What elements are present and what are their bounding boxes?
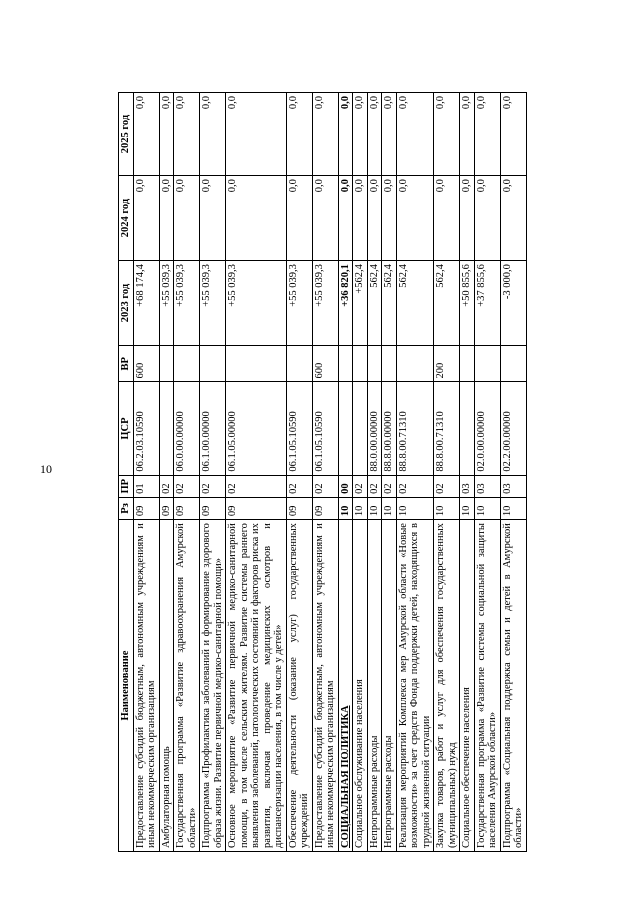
- table-row: [286, 93, 312, 852]
- table-row: [474, 93, 500, 852]
- table-cell-2025: 0,0: [226, 93, 287, 176]
- table-cell-vr: [226, 346, 287, 382]
- table-cell-csr: 88.8.00.00000: [382, 382, 397, 475]
- table-cell-2023: +55 039,3: [226, 261, 287, 346]
- table-cell-2025: 0,0: [159, 93, 174, 176]
- table-cell-pr: 02: [353, 475, 368, 497]
- table-cell-2025: 0,0: [133, 93, 159, 176]
- table-cell-pr: 02: [159, 475, 174, 497]
- table-cell-pr: 02: [226, 475, 287, 497]
- table-cell-2025: 0,0: [474, 93, 500, 176]
- table-cell-vr: [460, 346, 475, 382]
- table-cell-csr: 88.8.00.71310: [434, 382, 460, 475]
- table-cell-2024: 0,0: [382, 176, 397, 261]
- table-cell-2024: 0,0: [353, 176, 368, 261]
- table-cell-rz: 10: [353, 497, 368, 519]
- table-cell-2024: 0,0: [500, 176, 526, 261]
- table-row: [200, 93, 226, 852]
- table-cell-csr: [159, 382, 174, 475]
- table-cell-vr: [286, 346, 312, 382]
- table-cell-vr: [500, 346, 526, 382]
- table-cell-rz: 09: [174, 497, 200, 519]
- table-cell-2024: 0,0: [286, 176, 312, 261]
- table-row: [338, 93, 353, 852]
- table-cell-rz: 10: [434, 497, 460, 519]
- table-cell-rz: 10: [396, 497, 434, 519]
- table-cell-vr: [174, 346, 200, 382]
- table-cell-rz: 09: [312, 497, 338, 519]
- table-cell-2023: 562,4: [367, 261, 382, 346]
- table-cell-2023: +562,4: [353, 261, 368, 346]
- table-cell-vr: [159, 346, 174, 382]
- table-cell-pr: 02: [312, 475, 338, 497]
- table-cell-2024: 0,0: [133, 176, 159, 261]
- table-cell-vr: [200, 346, 226, 382]
- header-2024: 2024 год: [119, 176, 134, 261]
- table-cell-pr: 02: [200, 475, 226, 497]
- table-cell-rz: 10: [474, 497, 500, 519]
- table-cell-2023: 562,4: [434, 261, 460, 346]
- table-cell-rz: 09: [133, 497, 159, 519]
- table-cell-csr: 06.2.03.10590: [133, 382, 159, 475]
- table-cell-2023: +55 039,3: [174, 261, 200, 346]
- table-cell-2025: 0,0: [367, 93, 382, 176]
- table-cell-2024: 0,0: [474, 176, 500, 261]
- table-cell-vr: [382, 346, 397, 382]
- table-row: [460, 93, 475, 852]
- table-cell-name: Государственная программа «Развитие здравоохранения Амурской области»: [174, 520, 200, 852]
- table-cell-pr: 02: [396, 475, 434, 497]
- table-cell-vr: [353, 346, 368, 382]
- table-cell-2024: 0,0: [226, 176, 287, 261]
- table-cell-2023: +68 174,4: [133, 261, 159, 346]
- table-cell-name: Основное мероприятие «Развитие первичной медико-санитарной помощи, в том числе сельским жителям. Развитие системы раннего выявления заболеваний, патологических состояний и факторов риска их развития, включая проведение медицинских осмотров и диспансеризации населения, в том числе у детей»: [226, 520, 287, 852]
- table-row: [382, 93, 397, 852]
- table-cell-2025: 0,0: [353, 93, 368, 176]
- table-cell-2024: 0,0: [338, 176, 353, 261]
- table-cell-vr: [367, 346, 382, 382]
- table-row: [133, 93, 159, 852]
- header-vr: ВР: [119, 346, 134, 382]
- table-cell-2023: +50 855,6: [460, 261, 475, 346]
- table-row: [159, 93, 174, 852]
- table-cell-2025: 0,0: [396, 93, 434, 176]
- table-cell-2024: 0,0: [434, 176, 460, 261]
- table-cell-2025: 0,0: [500, 93, 526, 176]
- table-cell-pr: 03: [474, 475, 500, 497]
- table-cell-csr: 88.8.00.71310: [396, 382, 434, 475]
- rotated-page: [118, 72, 640, 848]
- table-cell-csr: 88.0.00.00000: [367, 382, 382, 475]
- table-row: [226, 93, 287, 852]
- table-cell-2024: 0,0: [312, 176, 338, 261]
- table-cell-csr: 06.0.00.00000: [174, 382, 200, 475]
- table-cell-pr: 02: [174, 475, 200, 497]
- table-cell-vr: [474, 346, 500, 382]
- table-cell-2023: 562,4: [396, 261, 434, 346]
- table-cell-name: СОЦИАЛЬНАЯ ПОЛИТИКА: [338, 520, 353, 852]
- table-row: [434, 93, 460, 852]
- table-cell-rz: 09: [200, 497, 226, 519]
- table-cell-2023: +55 039,3: [312, 261, 338, 346]
- table-cell-pr: 03: [500, 475, 526, 497]
- table-cell-name: Подпрограмма «Социальная поддержка семьи и детей в Амурской области»: [500, 520, 526, 852]
- table-cell-2025: 0,0: [434, 93, 460, 176]
- table-cell-2024: 0,0: [159, 176, 174, 261]
- table-cell-name: Социальное обеспечение населения: [460, 520, 475, 852]
- table-cell-2025: 0,0: [286, 93, 312, 176]
- table-cell-name: Предоставление субсидий бюджетным, автономным учреждениям и иным некоммерческим организациям: [133, 520, 159, 852]
- table-row: [500, 93, 526, 852]
- table-cell-2023: +37 855,6: [474, 261, 500, 346]
- table-cell-rz: 10: [338, 497, 353, 519]
- table-row: [396, 93, 434, 852]
- table-cell-csr: 02.0.00.00000: [474, 382, 500, 475]
- table-cell-2024: 0,0: [174, 176, 200, 261]
- table-cell-name: Обеспечение деятельности (оказание услуг) государственных учреждений: [286, 520, 312, 852]
- table-cell-pr: 03: [460, 475, 475, 497]
- page-number: 10: [40, 462, 52, 476]
- table-header-row: [119, 93, 134, 852]
- table-cell-csr: [353, 382, 368, 475]
- table-cell-2023: +55 039,3: [159, 261, 174, 346]
- table-row: [353, 93, 368, 852]
- table-cell-vr: [396, 346, 434, 382]
- table-cell-2025: 0,0: [382, 93, 397, 176]
- table-cell-name: Государственная программа «Развитие системы социальной защиты населения Амурской области»: [474, 520, 500, 852]
- table-cell-csr: 06.1.05.10590: [286, 382, 312, 475]
- table-cell-csr: [460, 382, 475, 475]
- table-cell-vr: 200: [434, 346, 460, 382]
- table-cell-rz: 09: [226, 497, 287, 519]
- table-cell-2025: 0,0: [338, 93, 353, 176]
- table-cell-csr: 06.1.05.10590: [312, 382, 338, 475]
- table-cell-2024: 0,0: [200, 176, 226, 261]
- table-cell-rz: 09: [159, 497, 174, 519]
- table-cell-name: Реализация мероприятий Комплекса мер Амурской области «Новые возможности» за счет средств Фонда поддержки детей, находящихся в трудной жизненной ситуации: [396, 520, 434, 852]
- header-pr: ПР: [119, 475, 134, 497]
- table-cell-rz: 10: [367, 497, 382, 519]
- table-cell-2025: 0,0: [312, 93, 338, 176]
- table-cell-csr: 02.2.00.00000: [500, 382, 526, 475]
- table-cell-rz: 10: [382, 497, 397, 519]
- table-cell-pr: 02: [286, 475, 312, 497]
- table-cell-2025: 0,0: [200, 93, 226, 176]
- header-rz: Рз: [119, 497, 134, 519]
- table-cell-vr: 600: [133, 346, 159, 382]
- table-cell-pr: 00: [338, 475, 353, 497]
- table-cell-rz: 10: [500, 497, 526, 519]
- table-cell-2023: +36 820,1: [338, 261, 353, 346]
- table-cell-2025: 0,0: [460, 93, 475, 176]
- table-cell-pr: 02: [382, 475, 397, 497]
- table-cell-2023: +55 039,3: [200, 261, 226, 346]
- table-cell-2025: 0,0: [174, 93, 200, 176]
- header-csr: ЦСР: [119, 382, 134, 475]
- table-cell-name: Социальное обслуживание населения: [353, 520, 368, 852]
- table-cell-2024: 0,0: [460, 176, 475, 261]
- table-cell-pr: 02: [434, 475, 460, 497]
- table-cell-name: Подпрограмма «Профилактика заболеваний и формирование здорового образа жизни. Развитие первичной медико-санитарной помощи»: [200, 520, 226, 852]
- budget-table: [118, 92, 527, 852]
- table-cell-2023: +55 039,3: [286, 261, 312, 346]
- table-cell-name: Амбулаторная помощь: [159, 520, 174, 852]
- table-cell-name: Непрограммные расходы: [367, 520, 382, 852]
- table-cell-name: Закупка товаров, работ и услуг для обеспечения государственных (муниципальных) нужд: [434, 520, 460, 852]
- header-name: Наименование: [119, 520, 134, 852]
- table-cell-csr: 06.1.05.00000: [226, 382, 287, 475]
- table-row: [174, 93, 200, 852]
- table-cell-csr: [338, 382, 353, 475]
- table-row: [312, 93, 338, 852]
- table-row: [367, 93, 382, 852]
- table-cell-pr: 02: [367, 475, 382, 497]
- header-2025: 2025 год: [119, 93, 134, 176]
- table-cell-csr: 06.1.00.00000: [200, 382, 226, 475]
- table-cell-2023: -3 000,0: [500, 261, 526, 346]
- table-cell-2023: 562,4: [382, 261, 397, 346]
- table-cell-vr: 600: [312, 346, 338, 382]
- rotated-table-wrapper: [118, 92, 588, 852]
- table-cell-name: Непрограммные расходы: [382, 520, 397, 852]
- table-cell-2024: 0,0: [367, 176, 382, 261]
- table-cell-rz: 10: [460, 497, 475, 519]
- header-2023: 2023 год: [119, 261, 134, 346]
- table-cell-2024: 0,0: [396, 176, 434, 261]
- table-cell-vr: [338, 346, 353, 382]
- table-cell-name: Предоставление субсидий бюджетным, автономным учреждениям и иным некоммерческим организациям: [312, 520, 338, 852]
- table-cell-rz: 09: [286, 497, 312, 519]
- table-cell-pr: 01: [133, 475, 159, 497]
